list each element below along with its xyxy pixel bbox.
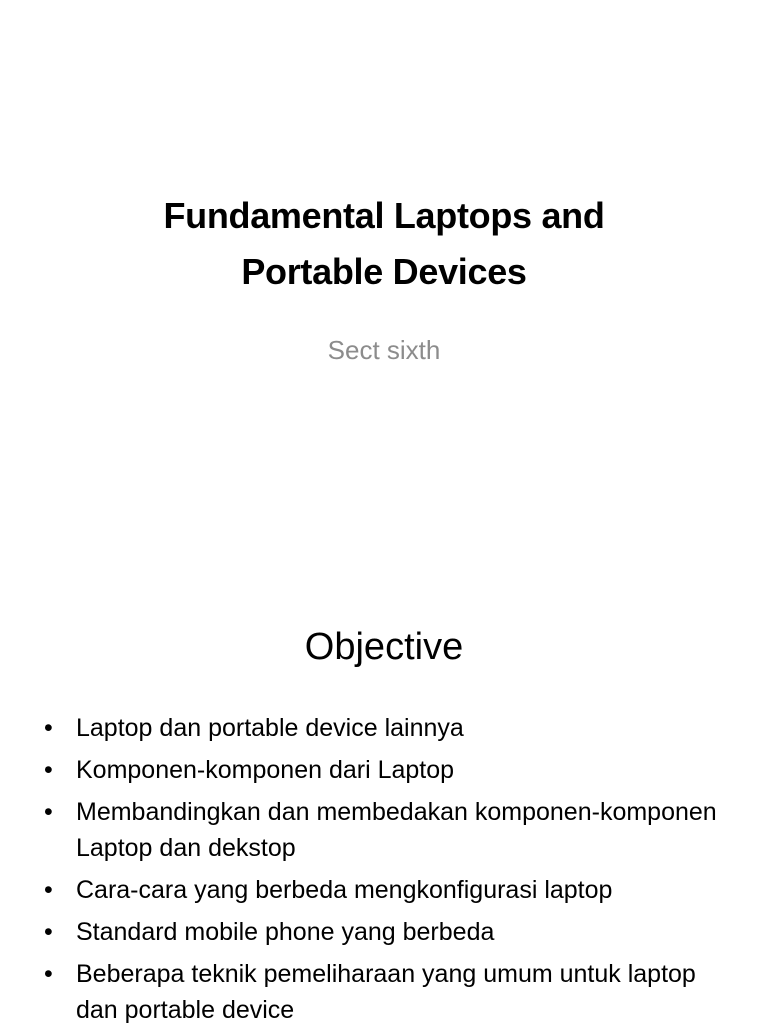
bullet-text: Beberapa teknik pemeliharaan yang umum untuk laptop dan portable device bbox=[76, 960, 696, 1024]
bullet-item bbox=[40, 752, 730, 788]
slide-subtitle: Sect sixth bbox=[327, 335, 441, 365]
bullet-marker: • bbox=[44, 714, 53, 742]
bullet-marker: • bbox=[44, 960, 53, 988]
objective-bullet-list bbox=[40, 710, 730, 1024]
bullet-item bbox=[40, 710, 730, 746]
bullet-text: Membandingkan dan membedakan komponen-komponen Laptop dan dekstop bbox=[76, 798, 717, 862]
bullet-marker: • bbox=[44, 918, 53, 946]
bullet-text: Laptop dan portable device lainnya bbox=[76, 714, 464, 742]
objective-heading: Objective bbox=[304, 626, 464, 668]
bullet-marker: • bbox=[44, 876, 53, 904]
bullet-item bbox=[40, 794, 730, 866]
slide-title bbox=[60, 188, 708, 300]
bullet-text: Komponen-komponen dari Laptop bbox=[76, 756, 455, 784]
bullet-text: Standard mobile phone yang berbeda bbox=[76, 918, 495, 946]
slide-title-line-2: Portable Devices bbox=[241, 251, 527, 292]
bullet-marker: • bbox=[44, 756, 53, 784]
objective-slide bbox=[0, 576, 768, 1024]
bullet-item bbox=[40, 956, 730, 1024]
bullet-marker: • bbox=[44, 798, 53, 826]
bullet-text: Cara-cara yang berbeda mengkonfigurasi laptop bbox=[76, 876, 613, 904]
slide-title-line-1: Fundamental Laptops and bbox=[163, 195, 605, 236]
bullet-item bbox=[40, 872, 730, 908]
bullet-item bbox=[40, 914, 730, 950]
